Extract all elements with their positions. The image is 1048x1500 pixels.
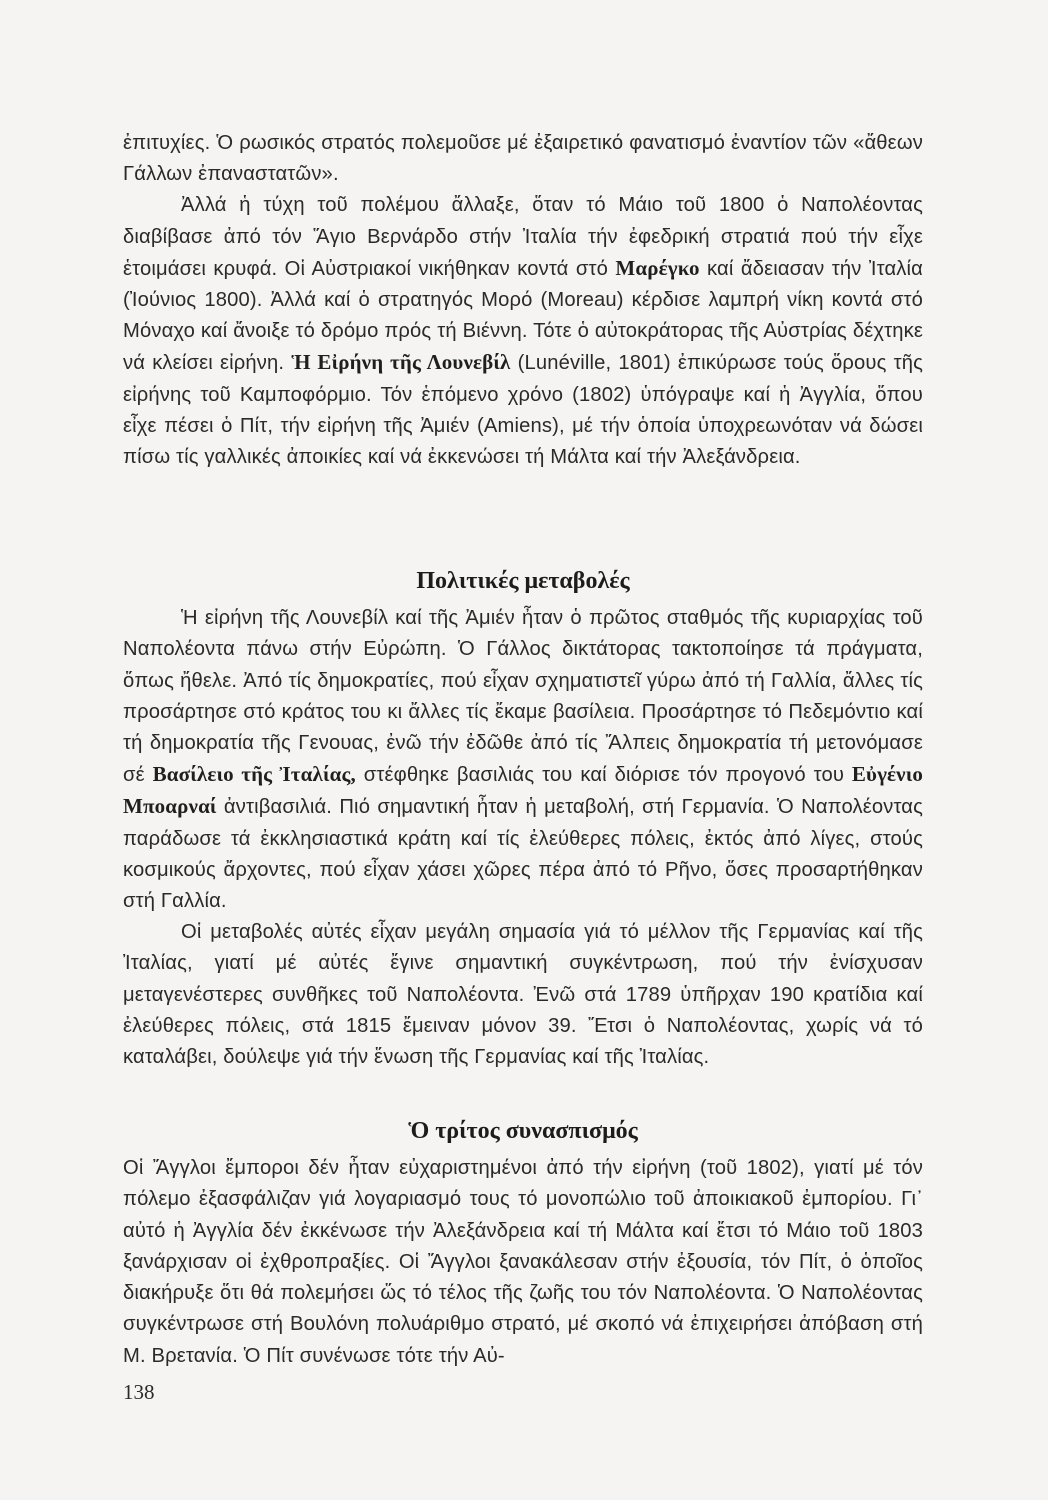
section-heading-third-coalition: Ὁ τρίτος συνασπισμός xyxy=(408,1118,638,1145)
paragraph-1a: ἐπιτυχίες. Ὁ ρωσικός στρατός πολεμοῦσε μέ ἐξαιρετικό φανατισμό ἐναντίον τῶν «ἄθεων Γάλλων ἐπαναστατῶν». xyxy=(123,132,923,186)
page-body xyxy=(123,128,923,1372)
bold-term-eugene: Εὐγένιο Μποαρναί xyxy=(123,762,924,819)
bold-term-kingdom-italy: Βασίλειο τῆς Ἰταλίας, xyxy=(152,762,356,787)
paragraph-4: Οἱ Ἄγγλοι ἔμποροι δέν ἦταν εὐχαριστημένοι ἀπό τήν εἰρήνη (τοῦ 1802), γιατί μέ τόν πόλεμο ἐξασφάλιζαν γιά λογαριασμό τους τό μονοπώλιο τοῦ ἀποικιακοῦ ἐμπορίου. Γι᾿ αὐτό ἡ Ἀγγλία δέν ἐκκένωσε τήν Ἀλεξάνδρεια καί τή Μάλτα καί ἔτσι τό Μάιο τοῦ 1803 ξανάρχισαν οἱ ἐχθροπραξίες. Οἱ Ἄγγλοι ξανακάλεσαν στήν ἐξουσία, τόν Πίτ, ὁ ὁποῖος διακήρυξε ὅτι θά πολεμήσει ὥς τό τέλος τῆς ζωῆς του τόν Ναπολέοντα. Ὁ Ναπολέοντας συγκέντρωσε στή Βουλόνη πολυάριθμο στρατό, μέ σκοπό νά ἐπιχειρήσει ἀπόβαση στή Μ. Βρετανία. Ὁ Πίτ συνένωσε τότε τήν Αὐ- xyxy=(123,1157,923,1367)
page-number: 138 xyxy=(123,1380,155,1404)
paragraph-2: Ἡ εἰρήνη τῆς Λουνεβίλ καί τῆς Ἀμιέν ἦταν ὁ πρῶτος σταθμός τῆς κυριαρχίας τοῦ Ναπολέοντα πάνω στήν Εὐρώπη. Ὁ Γάλλος δικτάτορας τακτοποίησε τά πράγματα, ὅπως ἤθελε. Ἀπό τίς δημοκρατίες, πού εἶχαν σχηματιστεῖ γύρω ἀπό τή Γαλλία, ἄλλες τίς προσάρτησε στό κράτος του κι ἄλλες τίς ἔκαμε βασίλεια. Προσάρτησε τό Πεδεμόντιο καί τή δημοκρατία τῆς Γενουας, ἐνῶ τήν ἐδῶθε ἀπό τίς Ἄλπεις δημοκρατία τή μετονόμασε σέ Βασίλειο τῆς Ἰταλίας, στέφθηκε βασιλιάς του καί διόρισε τόν προγονό του Εὐγένιο Μποαρναί ἀντιβασιλιά. Πιό σημαντική ἦταν ἡ μεταβολή, στή Γερμανία. Ὁ Ναπολέοντας παράδωσε τά ἐκκλησιαστικά κράτη καί τίς ἐλεύθερες πόλεις, ἐκτός ἀπό λίγες, στούς κοσμικούς ἄρχοντες, πού εἶχαν χάσει χῶρες πέρα ἀπό τό Ρῆνο, ὅσες προσαρτήθηκαν στή Γαλλία. xyxy=(123,607,924,913)
paragraph-1b: Ἀλλά ἡ τύχη τοῦ πολέμου ἄλλαξε, ὅταν τό Μάιο τοῦ 1800 ὁ Ναπολέοντας διαβίβασε ἀπό τόν Ἅγιο Βερνάρδο στήν Ἰταλία τήν ἐφεδρική στρατιά πού τήν εἶχε ἑτοιμάσει κρυφά. Οἱ Αὐστριακοί νικήθηκαν κοντά στό Μαρέγκο καί ἄδειασαν τήν Ἰταλία (Ἰούνιος 1800). Ἀλλά καί ὁ στρατηγός Μορό (Moreau) κέρδισε λαμπρή νίκη κοντά στό Μόναχο καί ἄνοιξε τό δρόμο πρός τή Βιέννη. Τότε ὁ αὐτοκράτορας τῆς Αὐστρίας δέχτηκε νά κλείσει εἰρήνη. Ἡ Εἰρήνη τῆς Λουνεβίλ (Lunéville, 1801) ἐπικύρωσε τούς ὅρους τῆς εἰρήνης τοῦ Καμποφόρμιο. Τόν ἑπόμενο χρόνο (1802) ὑπόγραψε καί ἡ Ἀγγλία, ὅπου εἶχε πέσει ὁ Πίτ, τήν εἰρήνη τῆς Ἀμιέν (Amiens), μέ τήν ὁποία ὑποχρεωνόταν νά δώσει πίσω τίς γαλλικές ἀποικίες καί νά ἐκκενώσει τή Μάλτα καί τήν Ἀλεξάνδρεια. xyxy=(123,194,924,469)
bold-term-luneville: Ἡ Εἰρήνη τῆς Λουνεβίλ xyxy=(291,350,511,375)
section-heading-political-changes: Πολιτικές μεταβολές xyxy=(416,568,630,595)
bold-term-marengo: Μαρέγκο xyxy=(615,255,700,280)
paragraph-3: Οἱ μεταβολές αὐτές εἶχαν μεγάλη σημασία γιά τό μέλλον τῆς Γερμανίας καί τῆς Ἰταλίας, γιατί μέ αὐτές ἔγινε σημαντική συγκέντρωση, πού τήν ἐνίσχυσαν μεταγενέστερες συνθῆκες τοῦ Ναπολέοντα. Ἐνῶ στά 1789 ὑπῆρχαν 190 κρατίδια καί ἐλεύθερες πόλεις, στά 1815 ἔμειναν μόνον 39. Ἔτσι ὁ Ναπολέοντας, χωρίς νά τό καταλάβει, δούλεψε γιά τήν ἕνωση τῆς Γερμανίας καί τῆς Ἰταλίας. xyxy=(123,921,923,1069)
